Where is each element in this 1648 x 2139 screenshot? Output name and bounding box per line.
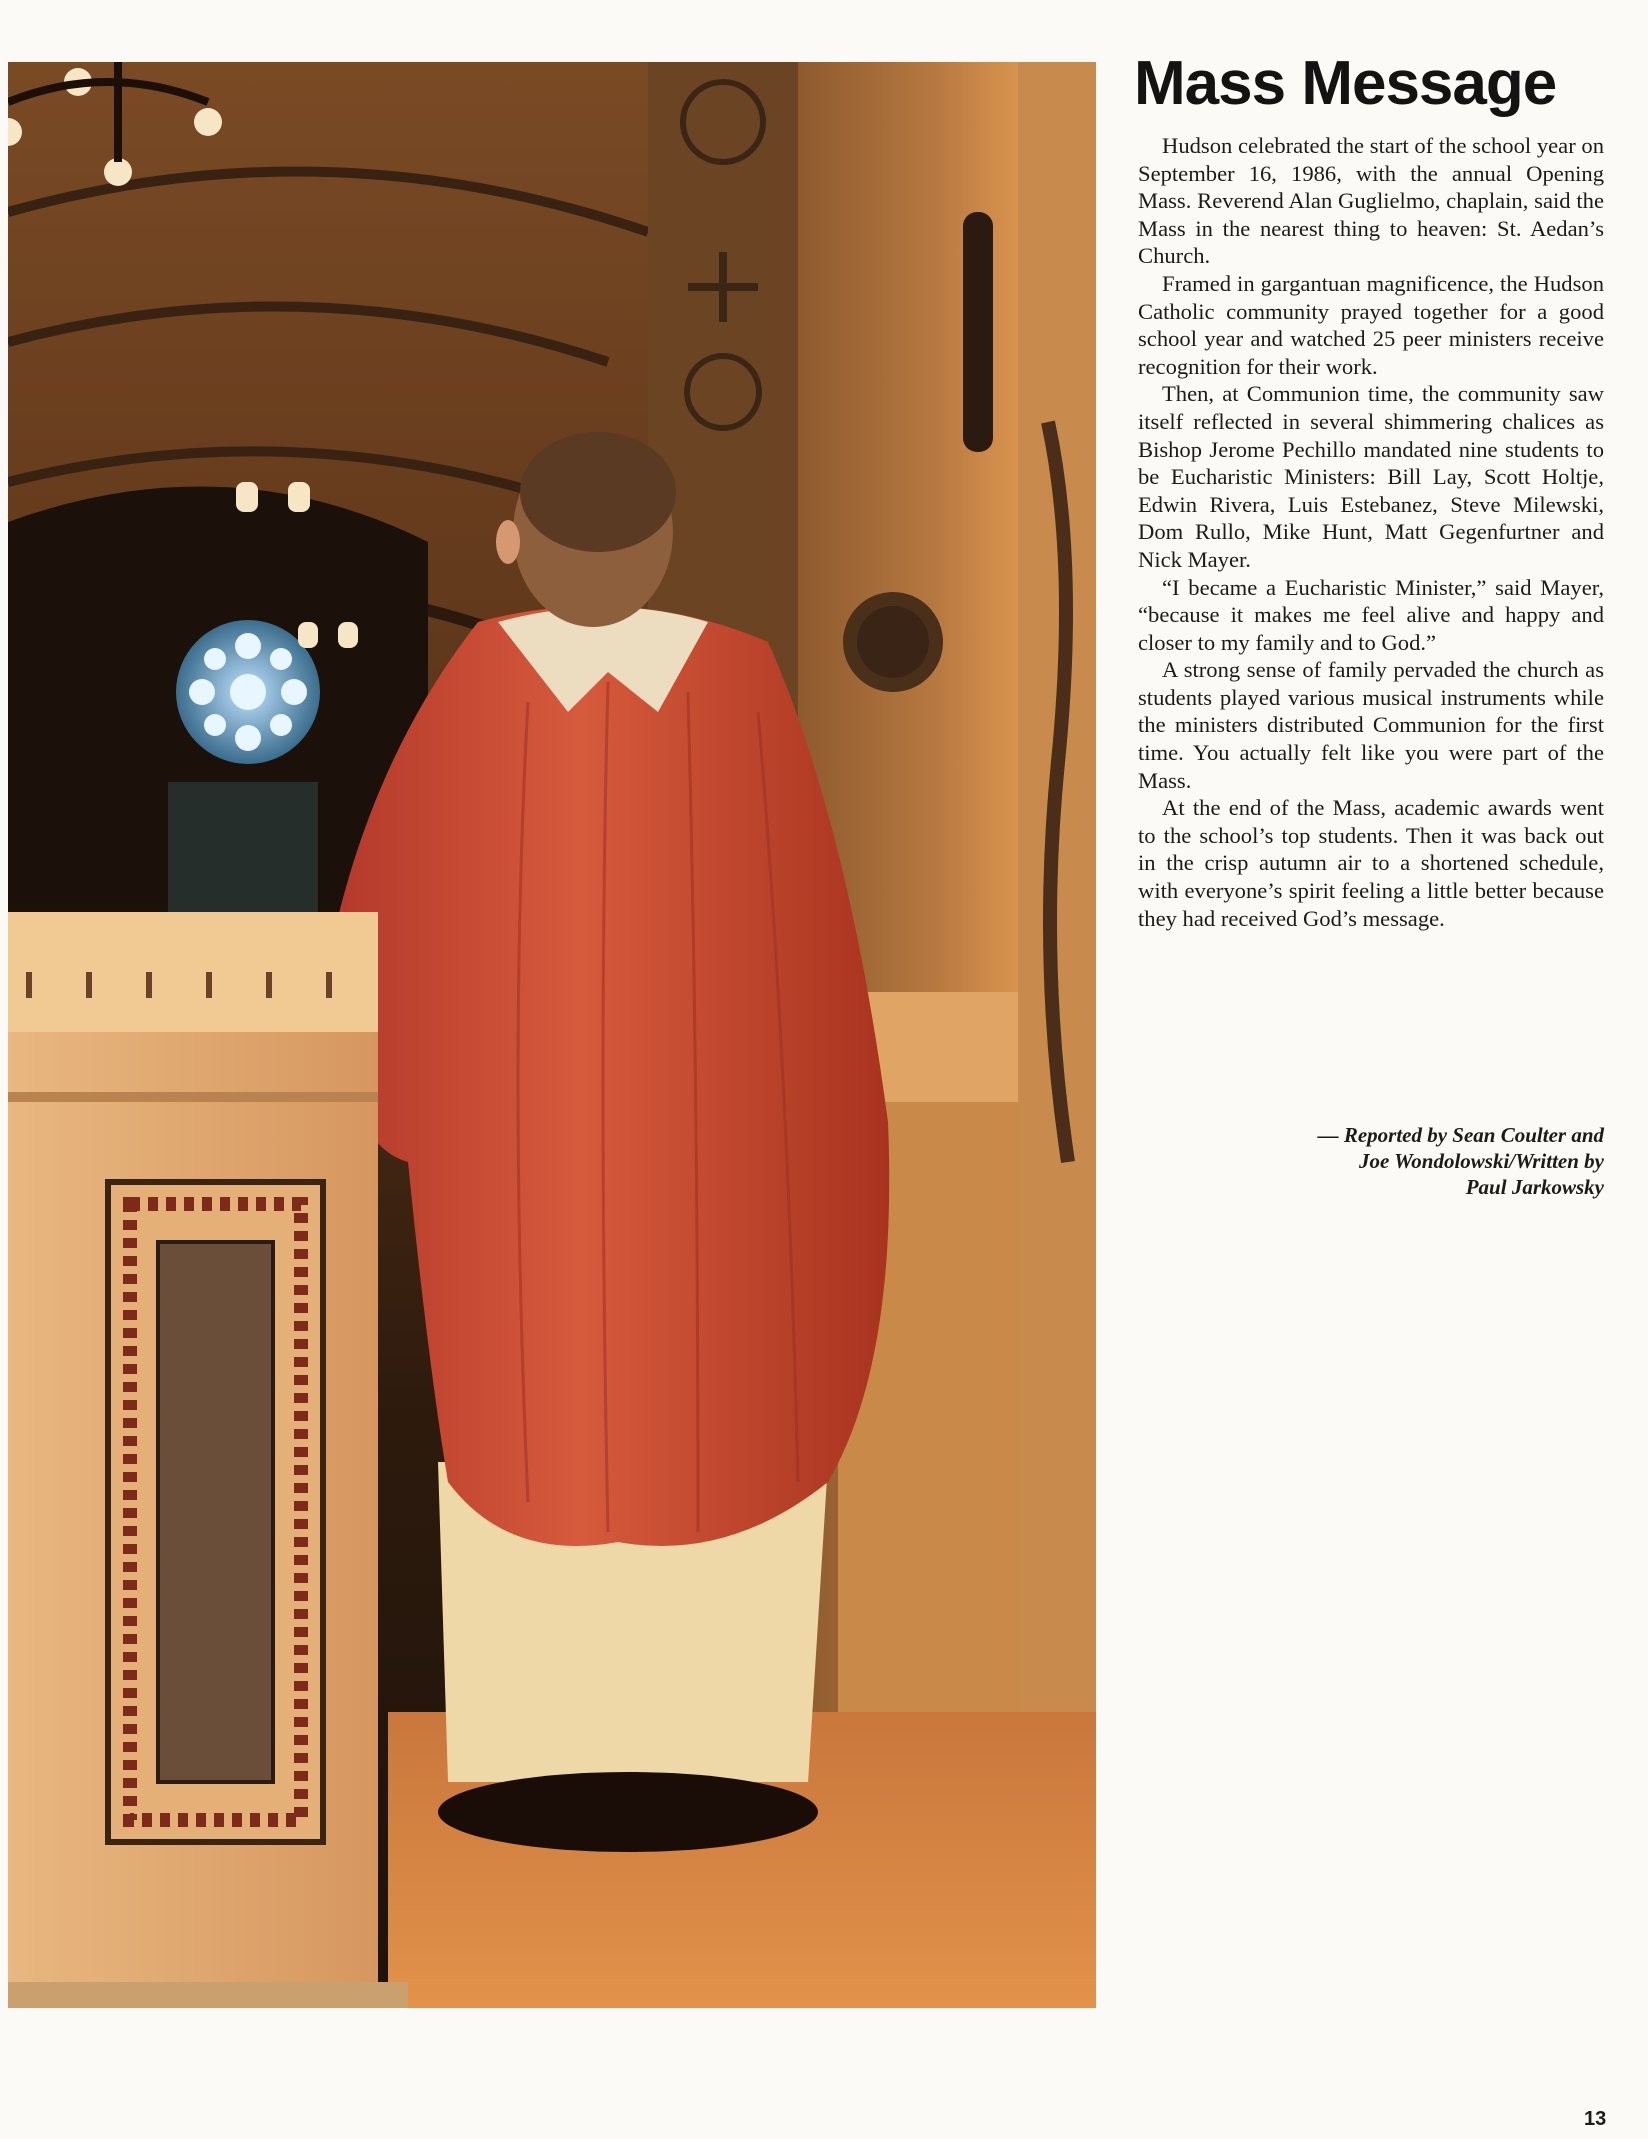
credit-line: Joe Wondolowski/Written by bbox=[1358, 1149, 1604, 1173]
article-credits bbox=[1138, 1122, 1604, 1200]
article-paragraph: “I became a Eucharistic Minister,” said Mayer, “because it makes me feel alive and happy and closer to my family and to God.” bbox=[1138, 574, 1604, 655]
article-headline: Mass Message bbox=[1134, 49, 1557, 118]
article-paragraph: Hudson celebrated the start of the school year on September 16, 1986, with the annual Opening Mass. Reverend Alan Guglielmo, chaplain, said the Mass in the nearest thing to heaven: St. Aedan’s Church. bbox=[1138, 133, 1604, 269]
page-number: 13 bbox=[1584, 2108, 1607, 2130]
article-paragraph: A strong sense of family pervaded the church as students played various musical instruments while the ministers distributed Communion for the first time. You actually felt like you were part of the Mass. bbox=[1138, 657, 1604, 793]
church-photo bbox=[8, 62, 1096, 2008]
credit-line: Paul Jarkowsky bbox=[1465, 1175, 1604, 1199]
article-paragraph: Framed in gargantuan magnificence, the Hudson Catholic community prayed together for a good school year and watched 25 peer ministers receive recognition for their work. bbox=[1138, 270, 1604, 379]
credit-line: — Reported by Sean Coulter and bbox=[1317, 1123, 1604, 1147]
church-photo-illustration bbox=[8, 62, 1096, 2008]
article-paragraph: At the end of the Mass, academic awards went to the school’s top students. Then it was back out in the crisp autumn air to a shortened schedule, with everyone’s spirit feeling a little better because they had received God’s message. bbox=[1138, 795, 1604, 931]
article-paragraph: Then, at Communion time, the community saw itself reflected in several shimmering chalices as Bishop Jerome Pechillo mandated nine students to be Eucharistic Ministers: Bill Lay, Scott Holtje, Edwin Rivera, Luis Estebanez, Steve Milewski, Dom Rullo, Mike Hunt, Matt Gegenfurtner and Nick Mayer. bbox=[1138, 381, 1604, 572]
article-body bbox=[1138, 132, 1604, 932]
